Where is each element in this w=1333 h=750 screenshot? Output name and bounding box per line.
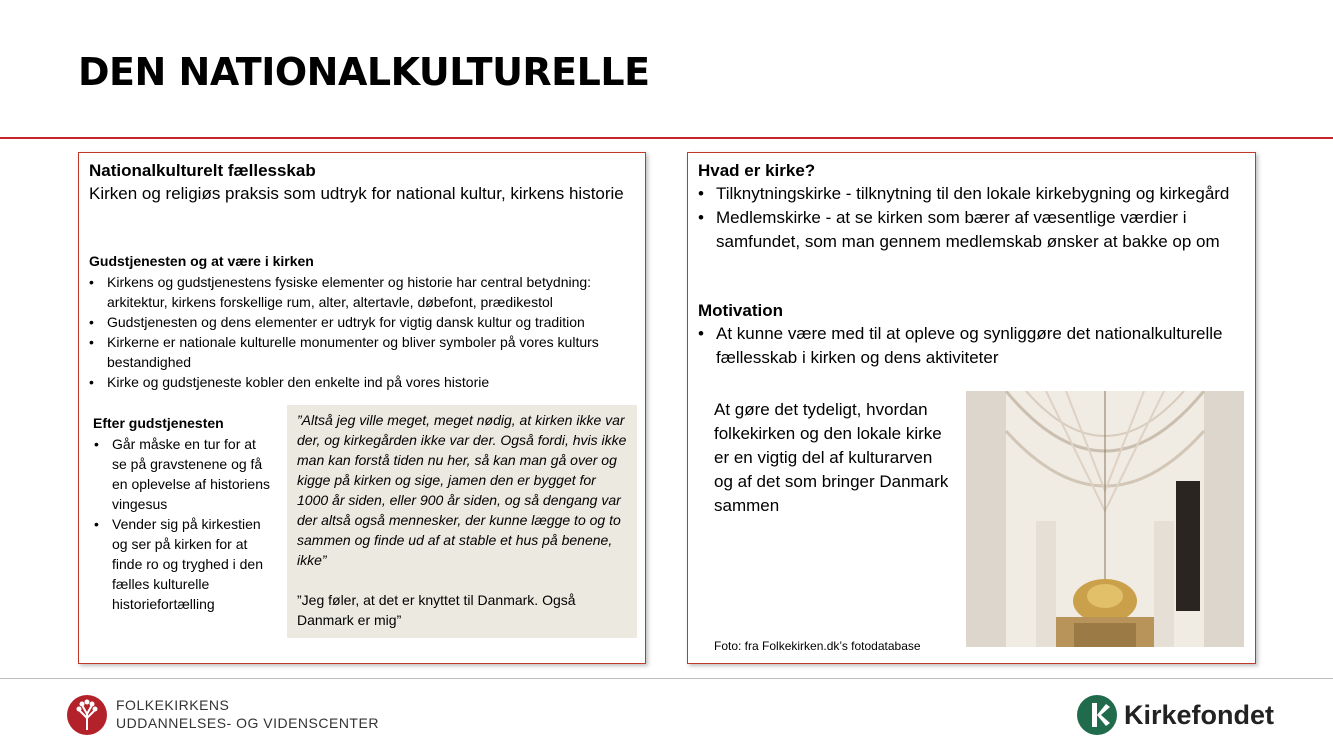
top-divider [0, 137, 1333, 139]
section-heading-efter: Efter gudstjenesten [93, 415, 224, 431]
church-interior-image [966, 391, 1244, 647]
list-item: • At kunne være med til at opleve og synliggøre det nationalkulturelle fællesskab i kirken og dens aktiviteter [696, 322, 1251, 370]
fuv-logo-line1: FOLKEKIRKENS [116, 697, 230, 713]
section-heading-gudstjenesten: Gudstjenesten og at være i kirken [89, 253, 314, 269]
list-item: • Vender sig på kirkestien og ser på kirken for at finde ro og tryghed i den fælles kulturelle historiefortælling [92, 514, 274, 614]
list-item: • Gudstjenesten og dens elementer er udtryk for vigtig dansk kultur og tradition [87, 312, 647, 332]
right-heading-motivation: Motivation [698, 301, 783, 320]
page-title: DEN NATIONALKULTURELLE [78, 50, 650, 94]
list-item: • Kirke og gudstjeneste kobler den enkelte ind på vores historie [87, 372, 647, 392]
quote-text: ”Altså jeg ville meget, meget nødig, at kirken ikke var der, og kirkegården ikke var der. Også fordi, hvis ikke man kan forstå tiden nu her, så kan man gå over og kigge på kirken og sige, jamen den er bygget for 1000 år siden, eller 900 år siden, og så dengang var der altså også mennesker, der kunne lægge to og to sammen og finde ud af at stable et hus på benene, ikke” [297, 412, 627, 568]
efter-list [92, 434, 274, 614]
left-lead: Kirken og religiøs praksis som udtryk for national kultur, kirkens historie [89, 184, 624, 203]
list-item: • Tilknytningskirke - tilknytning til den lokale kirkebygning og kirkegård [696, 182, 1251, 206]
list-item: • Kirkens og gudstjenestens fysiske elementer og historie har central betydning: arkitektur, kirkens forskellige rum, alter, altertavle, døbefont, prædikestol [87, 272, 647, 312]
bottom-divider [0, 678, 1333, 679]
list-item: • Medlemskirke - at se kirken som bærer af væsentlige værdier i samfundet, som man gennem medlemskab ønsker at bakke op om [696, 206, 1251, 254]
quote-text-secondary: ”Jeg føler, at det er knyttet til Danmark. Også Danmark er mig” [297, 592, 576, 628]
fuv-logo-line2: UDDANNELSES- OG VIDENSCENTER [116, 715, 379, 731]
quote-box [287, 405, 637, 638]
list-item: • Kirkerne er nationale kulturelle monumenter og bliver symboler på vores kulturs bestandighed [87, 332, 647, 372]
gudstjenesten-list [87, 272, 647, 392]
kirkefondet-logo-icon [1076, 694, 1118, 736]
church-interior-photo [966, 391, 1244, 647]
right-heading-hvad: Hvad er kirke? [698, 161, 816, 180]
statement-text: At gøre det tydeligt, hvordan folkekirken og den lokale kirke er en vigtig del af kulturarven og af det som bringer Danmark sammen [714, 400, 949, 515]
photo-caption: Foto: fra Folkekirken.dk’s fotodatabase [714, 639, 921, 653]
kirkefondet-logo-text: Kirkefondet [1124, 700, 1275, 730]
left-heading: Nationalkulturelt fællesskab [89, 161, 316, 180]
motivation-list [696, 322, 1251, 370]
hvad-list [696, 182, 1251, 254]
fuv-tree-logo-icon [66, 694, 108, 736]
list-item: • Går måske en tur for at se på gravstenene og få en oplevelse af historiens vingesus [92, 434, 274, 514]
